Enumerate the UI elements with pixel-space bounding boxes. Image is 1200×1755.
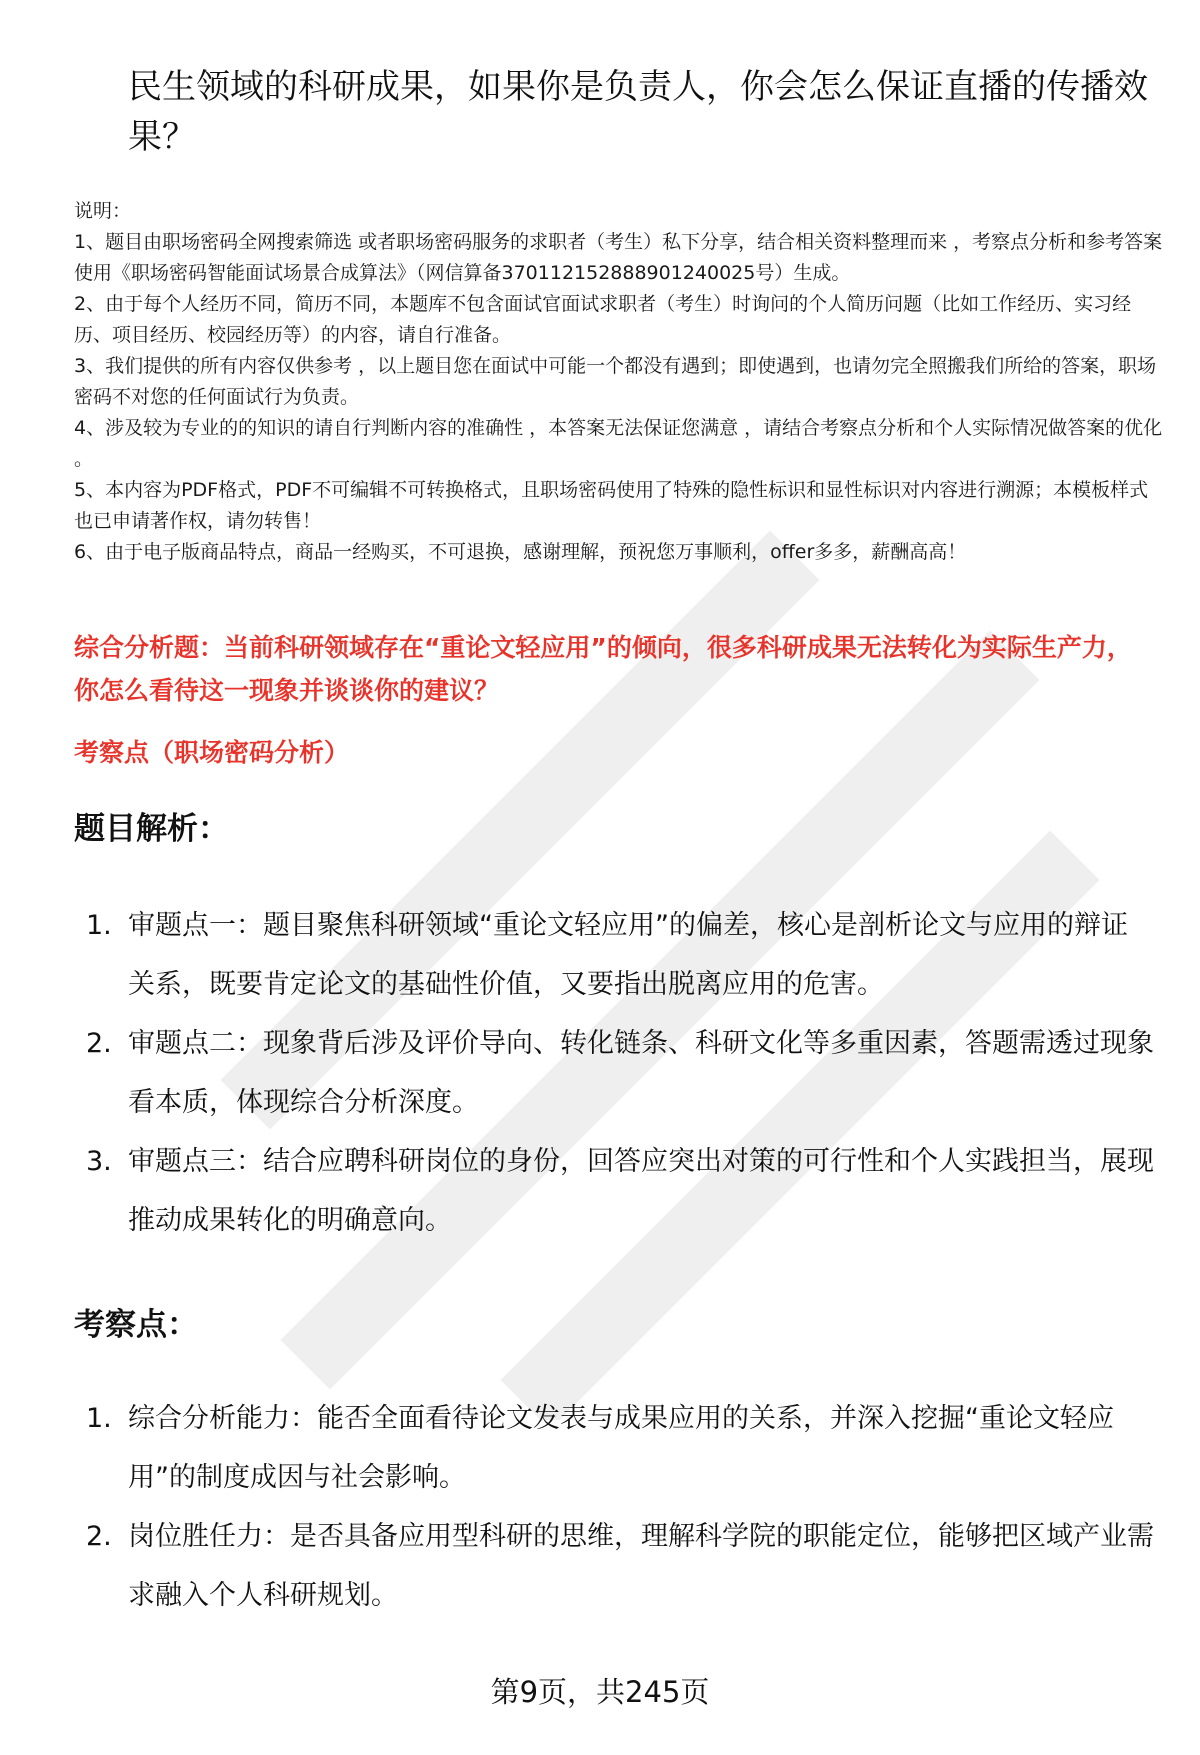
- list-number: 3.: [86, 1146, 112, 1177]
- section-heading-analysis: 题目解析：: [74, 811, 229, 847]
- list-text: 综合分析能力：能否全面看待论文发表与成果应用的关系，并深入挖掘“重论文轻应用”的制度成因与社会影响。: [128, 1403, 1114, 1493]
- list-text: 审题点二：现象背后涉及评价导向、转化链条、科研文化等多重因素，答题需透过现象看本质，体现综合分析深度。: [128, 1028, 1154, 1118]
- analysis-list: [74, 896, 1154, 1250]
- list-item: [74, 1507, 1154, 1625]
- note-item: 1、题目由职场密码全网搜索筛选 或者职场密码服务的求职者（考生）私下分享，结合相关资料整理而来 ，考察点分析和参考答案使用《职场密码智能面试场景合成算法》（网信算备370112152888901240025号）生成。: [74, 231, 1163, 284]
- list-number: 1.: [86, 1403, 112, 1434]
- top-question: 民生领域的科研成果，如果你是负责人，你会怎么保证直播的传播效果？: [128, 67, 1148, 157]
- note-item: 2、由于每个人经历不同，简历不同，本题库不包含面试官面试求职者（考生）时询问的个人简历问题（比如工作经历、实习经历、项目经历、校园经历等）的内容，请自行准备。: [74, 293, 1132, 346]
- list-text: 审题点三：结合应聘科研岗位的身份，回答应突出对策的可行性和个人实践担当，展现推动成果转化的明确意向。: [128, 1146, 1154, 1236]
- note-item: 4、涉及较为专业的的知识的请自行判断内容的准确性 ，本答案无法保证您满意 ，请结合考察点分析和个人实际情况做答案的优化 。: [74, 417, 1163, 470]
- list-item: [74, 896, 1154, 1014]
- list-item: [74, 1389, 1154, 1507]
- analysis-label: 考察点（职场密码分析）: [74, 738, 350, 767]
- notes-block: [74, 196, 1164, 568]
- note-item: 5、本内容为PDF格式，PDF不可编辑不可转换格式，且职场密码使用了特殊的隐性标识和显性标识对内容进行溯源；本模板样式也已申请著作权，请勿转售！: [74, 479, 1149, 532]
- list-text: 岗位胜任力：是否具备应用型科研的思维，理解科学院的职能定位，能够把区域产业需求融入个人科研规划。: [128, 1521, 1154, 1611]
- list-text: 审题点一：题目聚焦科研领域“重论文轻应用”的偏差，核心是剖析论文与应用的辩证关系，既要肯定论文的基础性价值，又要指出脱离应用的危害。: [128, 910, 1128, 1000]
- question-title: 综合分析题：当前科研领域存在“重论文轻应用”的倾向，很多科研成果无法转化为实际生产力，你怎么看待这一现象并谈谈你的建议？: [74, 633, 1132, 705]
- list-number: 1.: [86, 910, 112, 941]
- section-heading-points: 考察点：: [74, 1307, 198, 1343]
- list-item: [74, 1132, 1154, 1250]
- note-item: 3、我们提供的所有内容仅供参考 ，以上题目您在面试中可能一个都没有遇到；即使遇到，也请勿完全照搬我们所给的答案，职场密码不对您的任何面试行为负责。: [74, 355, 1157, 408]
- list-number: 2.: [86, 1028, 112, 1059]
- note-item: 6、由于电子版商品特点，商品一经购买，不可退换，感谢理解，预祝您万事顺利，offer多多，薪酬高高！: [74, 541, 967, 563]
- points-list: [74, 1389, 1154, 1625]
- list-number: 2.: [86, 1521, 112, 1552]
- notes-heading: 说明：: [74, 200, 132, 222]
- page-number: 第9页，共245页: [490, 1675, 710, 1709]
- list-item: [74, 1014, 1154, 1132]
